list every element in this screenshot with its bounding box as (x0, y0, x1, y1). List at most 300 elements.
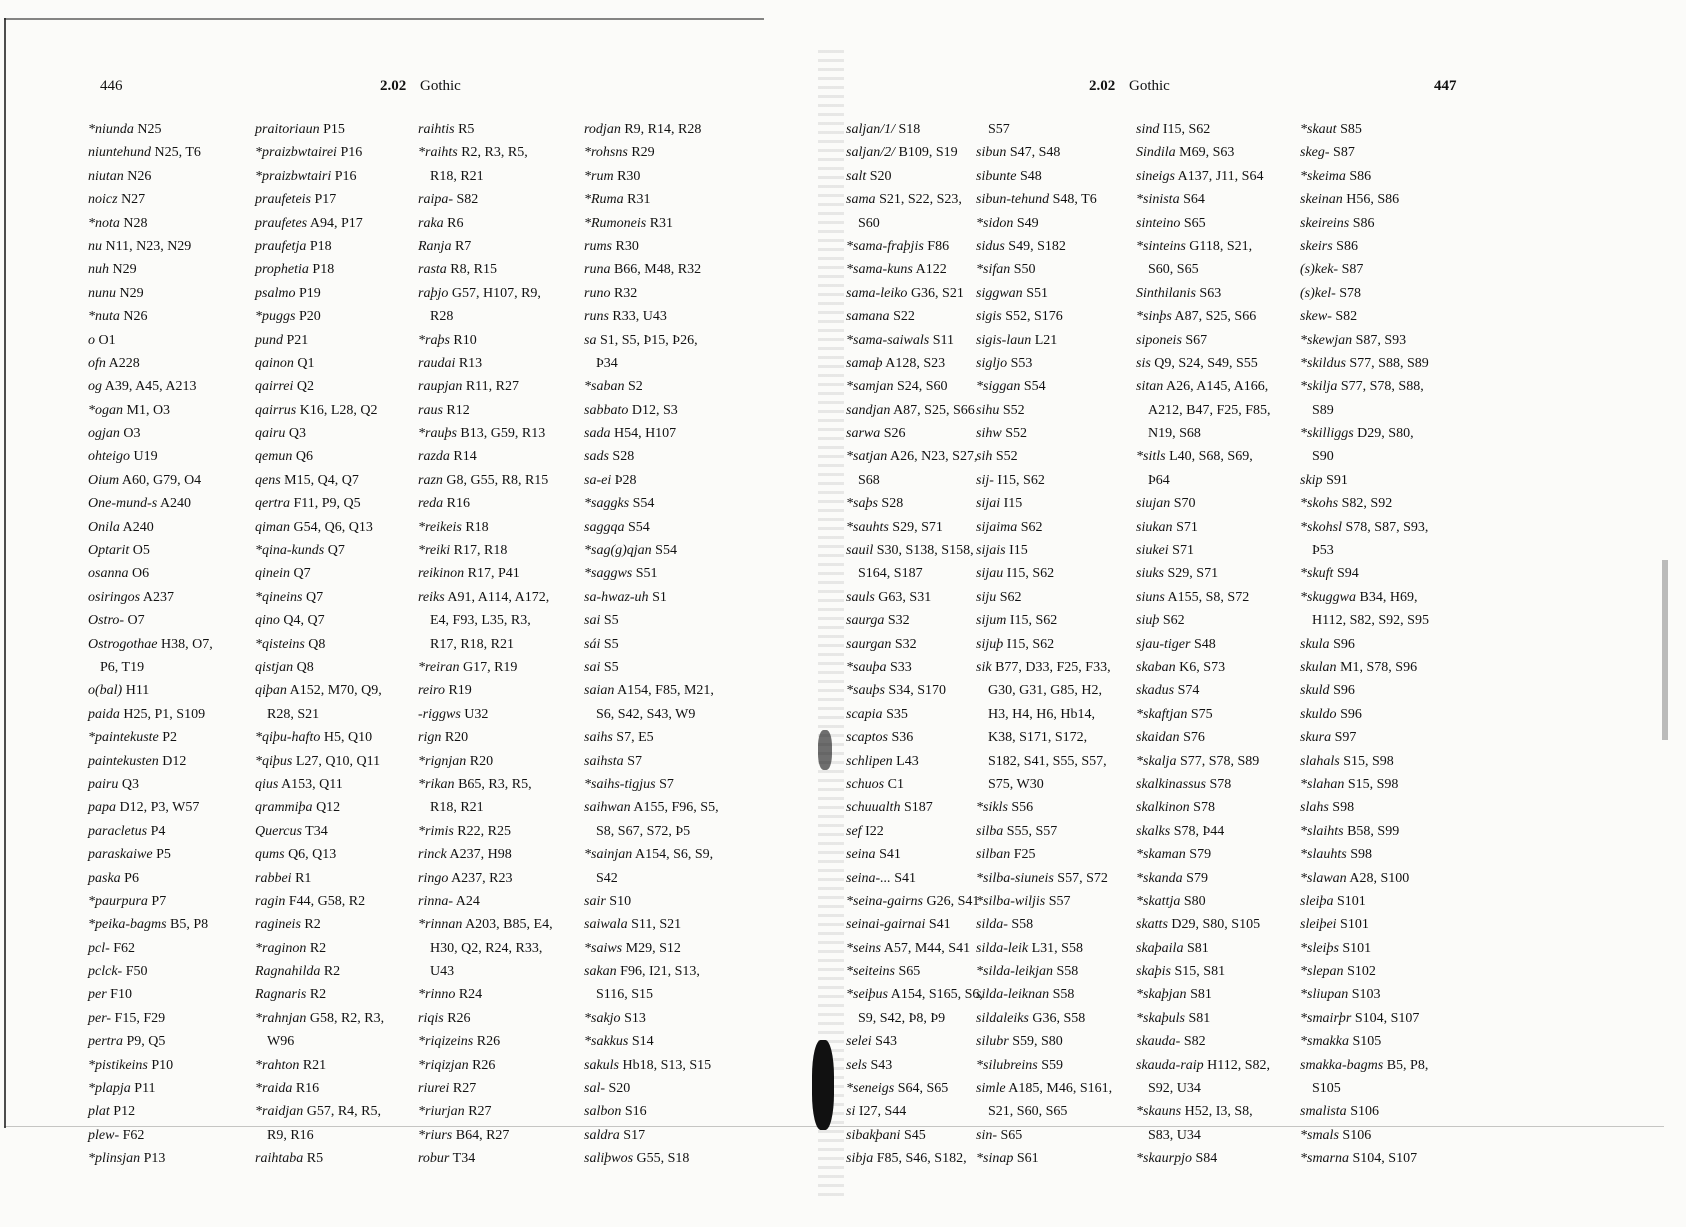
index-entry: *qineins Q7 (255, 589, 324, 605)
index-entry: H30, Q2, R24, R33, (430, 940, 543, 956)
index-entry: robur T34 (418, 1151, 476, 1167)
index-entry: *saiws M29, S12 (584, 940, 681, 956)
index-entry: raþjo G57, H107, R9, (418, 285, 541, 301)
index-entry: sibun-tehund S48, T6 (976, 192, 1097, 208)
index-entry: qemun Q6 (255, 449, 313, 465)
index-entry: *siggan S54 (976, 379, 1046, 395)
index-entry: praitoriaun P15 (255, 122, 345, 137)
index-entry: *saggks S54 (584, 496, 655, 512)
index-entry: *smals S106 (1300, 1127, 1372, 1143)
index-entry: praufeteis P17 (255, 192, 337, 208)
index-entry: *seneigs S64, S65 (846, 1081, 949, 1097)
index-entry: *skilja S77, S78, S88, (1300, 379, 1424, 395)
index-entry: qums Q6, Q13 (255, 847, 337, 863)
index-entry: *ogan M1, O3 (88, 402, 171, 418)
index-entry: qius A153, Q11 (255, 776, 343, 792)
index-entry: skaban K6, S73 (1136, 659, 1226, 675)
index-entry: *sinteins G118, S21, (1136, 238, 1253, 254)
index-entry: siukei S71 (1136, 543, 1194, 559)
index-entry: sabbato D12, S3 (584, 402, 678, 418)
index-entry: (s)kek- S87 (1300, 262, 1364, 278)
index-entry: praufetes A94, P17 (255, 215, 363, 231)
index-entry: skuldo S96 (1300, 706, 1362, 722)
index-entry: *sinista S64 (1136, 192, 1205, 208)
index-entry: sijau I15, S62 (976, 566, 1055, 582)
index-entry: rums R30 (584, 238, 639, 254)
index-entry: plat P12 (88, 1104, 136, 1120)
index-entry: *paurpura P7 (88, 893, 167, 909)
index-entry: *smarna S104, S107 (1300, 1151, 1418, 1167)
index-entry: *sainjan A154, S6, S9, (584, 847, 714, 863)
index-entry: *slauhts S98 (1300, 847, 1372, 863)
index-entry: *skaftjan S75 (1136, 706, 1213, 722)
index-entry: *seina-gairns G26, S41 (846, 893, 980, 909)
index-entry: skeg- S87 (1300, 145, 1355, 161)
index-entry: *skauns H52, I3, S8, (1136, 1104, 1253, 1120)
index-entry: Ranja R7 (418, 238, 472, 254)
index-entry: *skohs S82, S92 (1300, 496, 1393, 512)
index-entry: R28, S21 (267, 706, 320, 722)
index-entry: sitan A26, A145, A166, (1136, 379, 1269, 395)
index-entry: silda- S58 (976, 917, 1034, 933)
index-entry: skaidan S76 (1136, 730, 1205, 746)
index-entry: *samjan S24, S60 (846, 379, 948, 395)
index-entry: *rimis R22, R25 (418, 823, 511, 839)
index-entry: siujan S70 (1136, 496, 1196, 512)
index-entry: S9, S42, Þ8, Þ9 (858, 1010, 946, 1026)
index-entry: *seiþus A154, S165, S6, (846, 987, 983, 1003)
index-entry: sijum I15, S62 (976, 613, 1058, 629)
index-entry: *raidjan G57, R4, R5, (255, 1104, 382, 1120)
index-entry: niutan N26 (88, 168, 152, 184)
index-entry: sauil S30, S138, S158, (846, 543, 974, 559)
index-entry: *qiþus L27, Q10, Q11 (255, 753, 381, 769)
index-entry: *nuta N26 (88, 309, 148, 325)
index-entry: qiman G54, Q6, Q13 (255, 519, 373, 535)
index-entry: *slawan A28, S100 (1300, 870, 1410, 886)
index-entry: *sikls S56 (976, 800, 1034, 816)
index-entry: reiks A91, A114, A172, (418, 589, 550, 605)
index-entry: salbon S16 (584, 1104, 647, 1120)
index-entry: *raþs R10 (418, 332, 477, 348)
index-column (976, 118, 1112, 1171)
index-entry: raihtaba R5 (255, 1151, 324, 1167)
index-entry: salt S20 (846, 168, 892, 184)
index-entry: schlipen L43 (846, 753, 919, 769)
index-entry: sibakþani S45 (846, 1127, 926, 1143)
index-entry: S89 (1312, 402, 1334, 418)
index-entry: saiwala S11, S21 (584, 917, 682, 933)
index-entry: qertra F11, P9, Q5 (255, 496, 361, 512)
index-entry: siju S62 (976, 589, 1022, 605)
index-entry: siuns A155, S8, S72 (1136, 589, 1250, 605)
index-entry: skeirs S86 (1300, 238, 1358, 254)
index-entry: runs R33, U43 (584, 309, 667, 325)
index-entry: seina S41 (846, 847, 901, 863)
index-entry: rodjan R9, R14, R28 (584, 122, 702, 137)
running-head-number: 2.02 (1089, 78, 1116, 94)
index-entry: per F10 (88, 987, 132, 1003)
index-entry: sa S1, S5, Þ15, Þ26, (584, 332, 698, 348)
index-entry: saggqa S54 (584, 519, 650, 535)
index-entry: runo R32 (584, 285, 638, 301)
index-entry: *sama-saiwals S11 (846, 332, 955, 348)
index-entry: skulan M1, S78, S96 (1300, 659, 1418, 675)
index-entry: *skohsl S78, S87, S93, (1300, 519, 1429, 535)
index-entry: silda-leiknan S58 (976, 987, 1075, 1003)
index-entry: skuld S96 (1300, 683, 1355, 699)
index-column (418, 118, 553, 1171)
index-entry: reda R16 (418, 496, 470, 512)
index-entry: *raihts R2, R3, R5, (418, 145, 528, 161)
index-entry: S42 (596, 870, 618, 886)
index-entry: raihtis R5 (418, 122, 475, 137)
index-entry: U43 (430, 964, 455, 980)
index-column (584, 118, 719, 1171)
index-entry: sildaleiks G36, S58 (976, 1010, 1086, 1026)
index-entry: saljan/2/ B109, S19 (846, 145, 958, 161)
index-entry: sind I15, S62 (1136, 122, 1211, 137)
index-entry: skura S97 (1300, 730, 1357, 746)
index-entry: K38, S171, S172, (988, 730, 1088, 746)
page-number: 447 (1434, 78, 1457, 94)
index-entry: nuh N29 (88, 262, 137, 278)
index-entry: sakan F96, I21, S13, (584, 964, 700, 980)
index-entry: -riggws U32 (418, 706, 489, 722)
index-entry: *skanda S79 (1136, 870, 1208, 886)
index-entry: sibunte S48 (976, 168, 1042, 184)
index-entry: sihw S52 (976, 426, 1027, 442)
index-entry: rabbei R1 (255, 870, 312, 886)
index-entry: *sauhts S29, S71 (846, 519, 943, 535)
index-entry: Optarit O5 (88, 543, 150, 559)
index-entry: sijuþ I15, S62 (976, 636, 1055, 652)
index-entry: scaptos S36 (846, 730, 914, 746)
index-entry: rign R20 (418, 730, 469, 746)
index-entry: sels S43 (846, 1057, 893, 1073)
index-entry: *sakkus S14 (584, 1034, 654, 1050)
index-entry: *rignjan R20 (418, 753, 494, 769)
index-entry: seinai-gairnai S41 (846, 917, 951, 933)
index-entry: *qisteins Q8 (255, 636, 326, 652)
index-entry: *reiran G17, R19 (418, 659, 518, 675)
index-entry: Sindila M69, S63 (1136, 145, 1235, 161)
index-entry: S6, S42, S43, W9 (596, 706, 696, 722)
index-entry: ringo A237, R23 (418, 870, 513, 886)
index-entry: skauda-raip H112, S82, (1136, 1057, 1271, 1073)
index-entry: qinein Q7 (255, 566, 311, 582)
index-entry: One-mund-s A240 (88, 496, 192, 512)
index-entry: sidus S49, S182 (976, 238, 1066, 254)
index-entry: R18, R21 (430, 168, 484, 184)
index-entry: *skaþjan S81 (1136, 987, 1212, 1003)
index-entry: raipa- S82 (418, 192, 479, 208)
index-entry: *skuft S94 (1300, 566, 1359, 582)
index-entry: qistjan Q8 (255, 659, 314, 675)
index-entry: Ostrogothae H38, O7, (88, 636, 213, 652)
index-entry: nunu N29 (88, 285, 144, 301)
index-entry: *rauþs B13, G59, R13 (418, 426, 546, 442)
index-entry: sin- S65 (976, 1127, 1023, 1143)
index-entry: qainon Q1 (255, 355, 315, 371)
index-entry: sijaima S62 (976, 519, 1043, 535)
index-entry: prophetia P18 (255, 262, 335, 278)
index-entry: ogjan O3 (88, 426, 141, 442)
index-entry: *satjan A26, N23, S27, (846, 449, 978, 465)
index-entry: *silba-wiljis S57 (976, 893, 1071, 909)
index-entry: pertra P9, Q5 (88, 1034, 166, 1050)
index-entry: runa B66, M48, R32 (584, 262, 702, 278)
index-entry: sinteino S65 (1136, 215, 1206, 231)
index-entry: riqis R26 (418, 1010, 471, 1026)
index-entry: Þ53 (1312, 543, 1334, 559)
index-entry: *qina-kunds Q7 (255, 543, 345, 559)
index-entry: sal- S20 (584, 1081, 631, 1097)
index-entry: W96 (267, 1034, 295, 1050)
index-entry: slahals S15, S98 (1300, 753, 1394, 769)
running-head-title: Gothic (1129, 78, 1170, 94)
index-entry: riurei R27 (418, 1081, 477, 1097)
index-entry: S116, S15 (596, 987, 654, 1003)
index-entry: *saggws S51 (584, 566, 658, 582)
index-entry: sa-ei Þ28 (584, 472, 637, 488)
index-entry: qrammiþa Q12 (255, 800, 341, 816)
index-entry: *Rumoneis R31 (584, 215, 674, 231)
index-entry: skadus S74 (1136, 683, 1200, 699)
index-entry: Ostro- O7 (88, 613, 145, 629)
index-entry: S21, S60, S65 (988, 1104, 1068, 1120)
index-entry: H112, S82, S92, S95 (1312, 613, 1429, 629)
index-entry: seina-... S41 (846, 870, 917, 886)
index-entry: sa-hwaz-uh S1 (584, 589, 667, 605)
index-entry: ohteigo U19 (88, 449, 158, 465)
index-entry: *pistikeins P10 (88, 1057, 174, 1073)
index-entry: *skalja S77, S78, S89 (1136, 753, 1260, 769)
index-entry: skatts D29, S80, S105 (1136, 917, 1261, 933)
index-entry: psalmo P19 (255, 285, 321, 301)
index-entry: S90 (1312, 449, 1334, 465)
index-entry: siponeis S67 (1136, 332, 1208, 348)
index-entry: reikinon R17, P41 (418, 566, 520, 582)
index-entry: noicz N27 (88, 192, 146, 208)
index-entry: *sitls L40, S68, S69, (1136, 449, 1253, 465)
index-entry: *Ruma R31 (584, 192, 651, 208)
index-entry: *skaþuls S81 (1136, 1010, 1211, 1026)
index-entry: qino Q4, Q7 (255, 613, 325, 629)
index-entry: *skuggwa B34, H69, (1300, 589, 1418, 605)
index-entry: *slepan S102 (1300, 964, 1376, 980)
index-entry: saldra S17 (584, 1127, 646, 1143)
index-entry: raka R6 (418, 215, 464, 231)
index-entry: sijai I15 (976, 496, 1023, 512)
index-entry: rinck A237, H98 (418, 847, 512, 863)
index-entry: sef I22 (846, 823, 884, 839)
index-entry: ragin F44, G58, R2 (255, 893, 366, 909)
index-entry: per- F15, F29 (88, 1010, 166, 1026)
index-entry: razda R14 (418, 449, 477, 465)
index-entry: sarwa S26 (846, 426, 906, 442)
index-entry: *peika-bagms B5, P8 (88, 917, 209, 933)
index-column (88, 118, 213, 1171)
index-entry: *rahton R21 (255, 1057, 327, 1073)
index-entry: sigljo S53 (976, 355, 1033, 371)
index-entry: *nota N28 (88, 215, 148, 231)
index-entry: S182, S41, S55, S57, (988, 753, 1107, 769)
index-entry: *slaihts B58, S99 (1300, 823, 1400, 839)
index-entry: *skaut S85 (1300, 122, 1362, 137)
index-entry: osiringos A237 (88, 589, 174, 605)
index-entry: *skildus S77, S88, S89 (1300, 355, 1429, 371)
index-entry: N19, S68 (1148, 426, 1201, 442)
index-entry: paraskaiwe P5 (88, 847, 171, 863)
index-entry: *sama-fraþjis F86 (846, 238, 950, 254)
index-entry: *skewjan S87, S93 (1300, 332, 1407, 348)
index-entry: E4, F93, L35, R3, (430, 613, 531, 629)
index-entry: razn G8, G55, R8, R15 (418, 472, 549, 488)
index-entry: S164, S187 (858, 566, 923, 582)
index-entry: qairrei Q2 (255, 379, 314, 395)
index-entry: S83, U34 (1148, 1127, 1201, 1143)
index-entry: pcl- F62 (88, 940, 136, 956)
index-entry: osanna O6 (88, 566, 150, 582)
page-number: 446 (100, 78, 123, 94)
index-column (1136, 118, 1271, 1171)
index-entry: silda-leik L31, S58 (976, 940, 1083, 956)
index-entry: *paintekuste P2 (88, 730, 178, 746)
index-entry: paida H25, P1, S109 (88, 706, 206, 722)
index-entry: *seins A57, M44, S41 (846, 940, 971, 956)
index-entry: rasta R8, R15 (418, 262, 497, 278)
running-head-number: 2.02 (380, 78, 407, 94)
index-entry: sih S52 (976, 449, 1018, 465)
index-entry: *plinsjan P13 (88, 1151, 166, 1167)
index-entry: *sidon S49 (976, 215, 1039, 231)
index-entry: *saihs-tigjus S7 (584, 776, 674, 792)
index-entry: ragineis R2 (255, 917, 321, 933)
index-entry: siggwan S51 (976, 285, 1048, 301)
index-entry: sama S21, S22, S23, (846, 192, 962, 208)
index-entry: R9, R16 (267, 1127, 314, 1143)
index-entry: silubr S59, S80 (976, 1034, 1063, 1050)
index-entry: S105 (1312, 1081, 1341, 1097)
index-entry: *puggs P20 (255, 309, 321, 325)
index-entry: qiþan A152, M70, Q9, (255, 683, 382, 699)
index-entry: saihwan A155, F96, S5, (584, 800, 719, 816)
index-entry: sijais I15 (976, 543, 1028, 559)
index-entry: Ragnahilda R2 (255, 964, 341, 980)
right-page (846, 0, 1686, 1227)
index-entry: sai S5 (584, 659, 619, 675)
index-entry: sik B77, D33, F25, F33, (976, 659, 1111, 675)
index-entry: *skilliggs D29, S80, (1300, 426, 1414, 442)
index-entry: *skeima S86 (1300, 168, 1372, 184)
index-entry: selei S43 (846, 1034, 897, 1050)
index-entry: Þ64 (1148, 472, 1170, 488)
index-entry: S57 (988, 122, 1010, 137)
index-entry: *sauþa S33 (846, 659, 912, 675)
index-entry: (s)kel- S78 (1300, 285, 1362, 301)
index-entry: Oium A60, G79, O4 (88, 472, 202, 488)
index-entry: sij- I15, S62 (976, 472, 1045, 488)
index-entry: sigis S52, S176 (976, 309, 1063, 325)
index-entry: *sinþs A87, S25, S66 (1136, 309, 1257, 325)
index-entry: sjau-tiger S48 (1136, 636, 1216, 652)
index-entry: R17, R18, R21 (430, 636, 515, 652)
index-column (846, 118, 983, 1171)
index-entry: scapia S35 (846, 706, 908, 722)
index-entry: *rohsns R29 (584, 145, 655, 161)
index-entry: schuualth S187 (846, 800, 933, 816)
index-entry: *slahan S15, S98 (1300, 776, 1399, 792)
index-entry: skew- S82 (1300, 309, 1358, 325)
index-entry: S68 (858, 472, 880, 488)
index-entry: S60 (858, 215, 880, 231)
index-entry: *sag(g)qjan S54 (584, 543, 677, 559)
index-entry: skeireins S86 (1300, 215, 1375, 231)
index-entry: *raida R16 (255, 1081, 320, 1097)
index-entry: sai S5 (584, 613, 619, 629)
index-entry: qairu Q3 (255, 426, 306, 442)
index-entry: *silubreins S59 (976, 1057, 1064, 1073)
index-entry: saurga S32 (846, 613, 910, 629)
index-entry: *riqizeins R26 (418, 1034, 501, 1050)
index-entry: skaþaila S81 (1136, 940, 1209, 956)
index-entry: raus R12 (418, 402, 470, 418)
index-entry: ofn A228 (88, 355, 140, 371)
index-entry: skalkinon S78 (1136, 800, 1215, 816)
index-entry: sleiþei S101 (1300, 917, 1369, 933)
index-entry: slahs S98 (1300, 800, 1355, 816)
index-entry: A212, B47, F25, F85, (1148, 402, 1271, 418)
index-entry: *skaurpjo S84 (1136, 1151, 1218, 1167)
index-entry: *saþs S28 (846, 496, 904, 512)
running-head-title: Gothic (420, 78, 461, 94)
index-entry: pund P21 (255, 332, 309, 348)
index-entry: *sauþs S34, S170 (846, 683, 946, 699)
index-entry: sair S10 (584, 893, 632, 909)
index-entry: *reiki R17, R18 (418, 543, 508, 559)
index-entry: Onila A240 (88, 519, 154, 535)
index-entry: sái S5 (584, 636, 619, 652)
index-entry: *sliupan S103 (1300, 987, 1381, 1003)
index-entry: sibun S47, S48 (976, 145, 1061, 161)
index-entry: silba S55, S57 (976, 823, 1058, 839)
index-entry: pairu Q3 (88, 776, 139, 792)
index-entry: qens M15, Q4, Q7 (255, 472, 359, 488)
index-entry: *rahnjan G58, R2, R3, (255, 1010, 385, 1026)
index-entry: *silba-siuneis S57, S72 (976, 870, 1108, 886)
index-entry: sads S28 (584, 449, 635, 465)
index-entry: *skattja S80 (1136, 893, 1206, 909)
index-entry: schuos C1 (846, 776, 904, 792)
index-entry: saihs S7, E5 (584, 730, 654, 746)
index-entry: og A39, A45, A213 (88, 379, 197, 395)
index-entry: Sinthilanis S63 (1136, 285, 1222, 301)
index-entry: *silda-leikjan S58 (976, 964, 1079, 980)
index-entry: S60, S65 (1148, 262, 1199, 278)
index-entry: Þ34 (596, 355, 618, 371)
index-entry: si I27, S44 (846, 1104, 907, 1120)
index-entry: saliþwos G55, S18 (584, 1151, 690, 1167)
index-entry: saihsta S7 (584, 753, 642, 769)
index-entry: o(bal) H11 (88, 683, 150, 699)
index-column (255, 118, 384, 1171)
index-entry: saian A154, F85, M21, (584, 683, 714, 699)
index-entry: saljan/1/ S18 (846, 122, 921, 137)
index-entry: *riurjan R27 (418, 1104, 492, 1120)
index-entry: *smairþr S104, S107 (1300, 1010, 1420, 1026)
index-entry: skip S91 (1300, 472, 1348, 488)
